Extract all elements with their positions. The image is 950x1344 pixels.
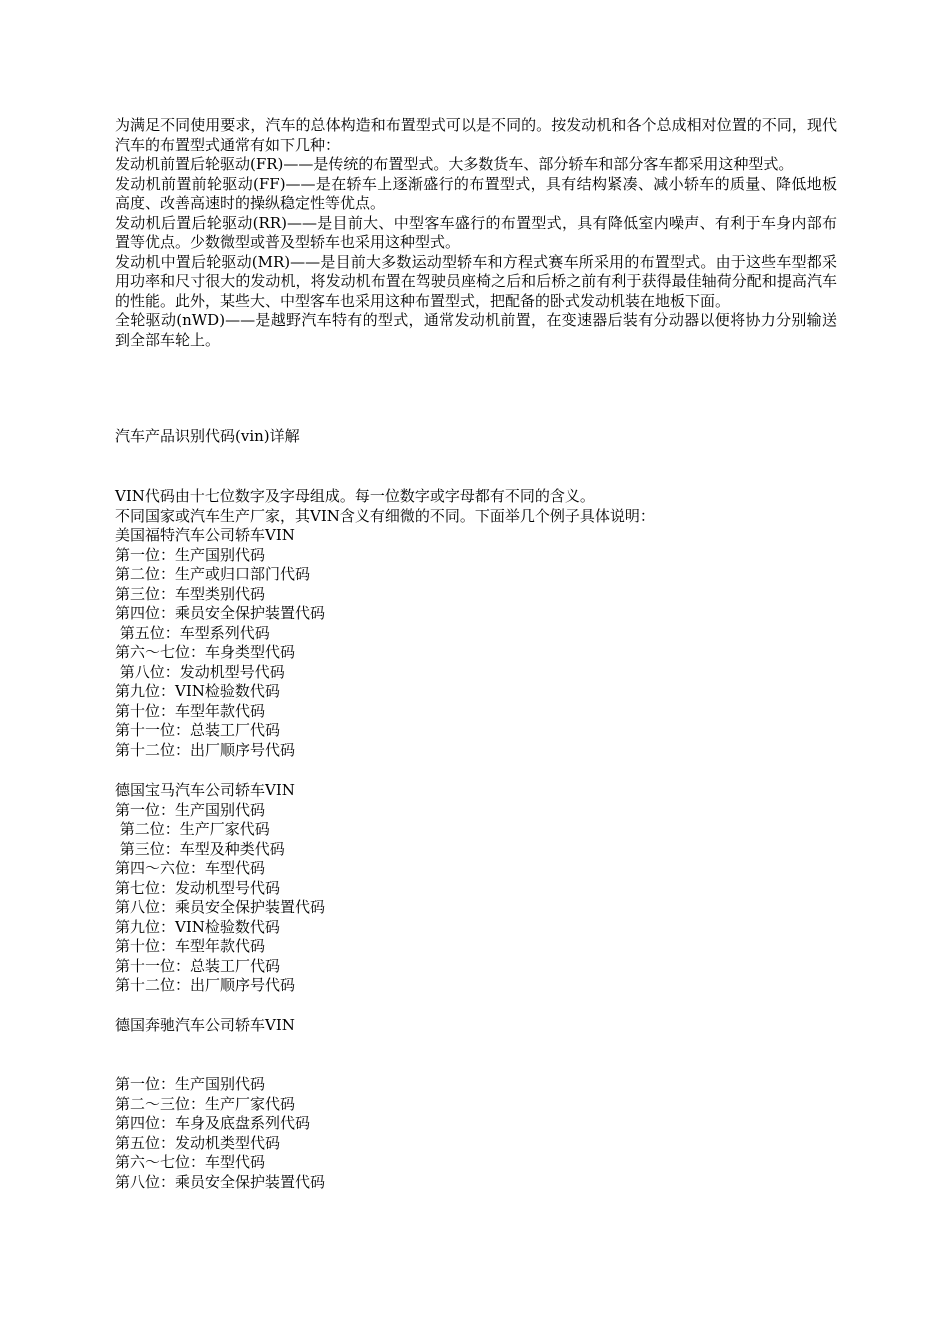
list-item: 第八位：乘员安全保护装置代码 <box>115 898 326 916</box>
list-item: 第九位：VIN检验数代码 <box>115 682 280 700</box>
list-item: 第七位：发动机型号代码 <box>115 878 281 897</box>
intro-section <box>115 116 837 350</box>
fr-paragraph: 发动机前置后轮驱动(FR)——是传统的布置型式。大多数货车、部分轿车和部分客车都采用这种型式。 <box>115 155 794 173</box>
bmw-vin-title: 德国宝马汽车公司轿车VIN <box>115 781 295 799</box>
benz-vin-section <box>115 1075 837 1192</box>
bmw-vin-section <box>115 781 837 996</box>
list-item: 第三位：车型及种类代码 <box>115 839 285 858</box>
list-item: 第三位：车型类别代码 <box>115 584 266 603</box>
benz-vin-title-block <box>115 1016 837 1036</box>
list-item: 第四～六位：车型代码 <box>115 859 266 877</box>
vin-intro <box>115 487 837 526</box>
list-item: 第一位：生产国别代码 <box>115 800 266 819</box>
mr-paragraph: 发动机中置后轮驱动(MR)——是目前大多数运动型轿车和方程式赛车所采用的布置型式。由于这些车型都采用功率和尺寸很大的发动机，将发动机布置在驾驶员座椅之后和后桥之前有利于获得最佳轴荷分配和提高汽车的性能。此外，某些大、中型客车也采用这种布置型式，把配备的卧式发动机装在地板下面。 <box>115 252 837 310</box>
vin-intro-line: VIN代码由十七位数字及字母组成。每一位数字或字母都有不同的含义。 <box>115 487 595 505</box>
list-item: 第二位：生产厂家代码 <box>115 820 270 838</box>
list-item: 第九位：VIN检验数代码 <box>115 917 280 936</box>
ford-vin-title: 美国福特汽车公司轿车VIN <box>115 526 295 544</box>
list-item: 第六～七位：车型代码 <box>115 1153 266 1171</box>
list-item: 第五位：车型系列代码 <box>115 623 270 642</box>
ff-paragraph: 发动机前置前轮驱动(FF)——是在轿车上逐渐盛行的布置型式，具有结构紧凑、减小轿车的质量、降低地板高度、改善高速时的操纵稳定性等优点。 <box>115 174 837 212</box>
intro-paragraph: 为满足不同使用要求，汽车的总体构造和布置型式可以是不同的。按发动机和各个总成相对位置的不同，现代汽车的布置型式通常有如下几种： <box>115 116 837 154</box>
ford-vin-section <box>115 526 837 760</box>
list-item: 第八位：发动机型号代码 <box>115 662 285 681</box>
benz-vin-title: 德国奔驰汽车公司轿车VIN <box>115 1016 295 1034</box>
list-item: 第二位：生产或归口部门代码 <box>115 565 311 583</box>
section-title-text: 汽车产品识别代码(vin)详解 <box>115 427 300 445</box>
list-item: 第十位：车型年款代码 <box>115 937 266 955</box>
list-item: 第八位：乘员安全保护装置代码 <box>115 1172 326 1191</box>
section-title <box>115 427 837 447</box>
list-item: 第一位：生产国别代码 <box>115 545 266 564</box>
nwd-paragraph: 全轮驱动(nWD)——是越野汽车特有的型式，通常发动机前置，在变速器后装有分动器以便将协力分别输送到全部车轮上。 <box>115 311 837 349</box>
vin-intro-line: 不同国家或汽车生产厂家，其VIN含义有细微的不同。下面举几个例子具体说明： <box>115 506 655 525</box>
list-item: 第四位：乘员安全保护装置代码 <box>115 604 326 622</box>
list-item: 第二～三位：生产厂家代码 <box>115 1094 296 1113</box>
rr-paragraph: 发动机后置后轮驱动(RR)——是目前大、中型客车盛行的布置型式，具有降低室内噪声、有利于车身内部布置等优点。少数微型或普及型轿车也采用这种型式。 <box>115 213 837 251</box>
list-item: 第十一位：总装工厂代码 <box>115 721 281 739</box>
list-item: 第一位：生产国别代码 <box>115 1075 266 1093</box>
list-item: 第四位：车身及底盘系列代码 <box>115 1114 311 1132</box>
list-item: 第十位：车型年款代码 <box>115 701 266 720</box>
list-item: 第六～七位：车身类型代码 <box>115 643 296 661</box>
list-item: 第十二位：出厂顺序号代码 <box>115 976 296 994</box>
list-item: 第十一位：总装工厂代码 <box>115 956 281 975</box>
list-item: 第五位：发动机类型代码 <box>115 1133 281 1152</box>
list-item: 第十二位：出厂顺序号代码 <box>115 740 296 759</box>
